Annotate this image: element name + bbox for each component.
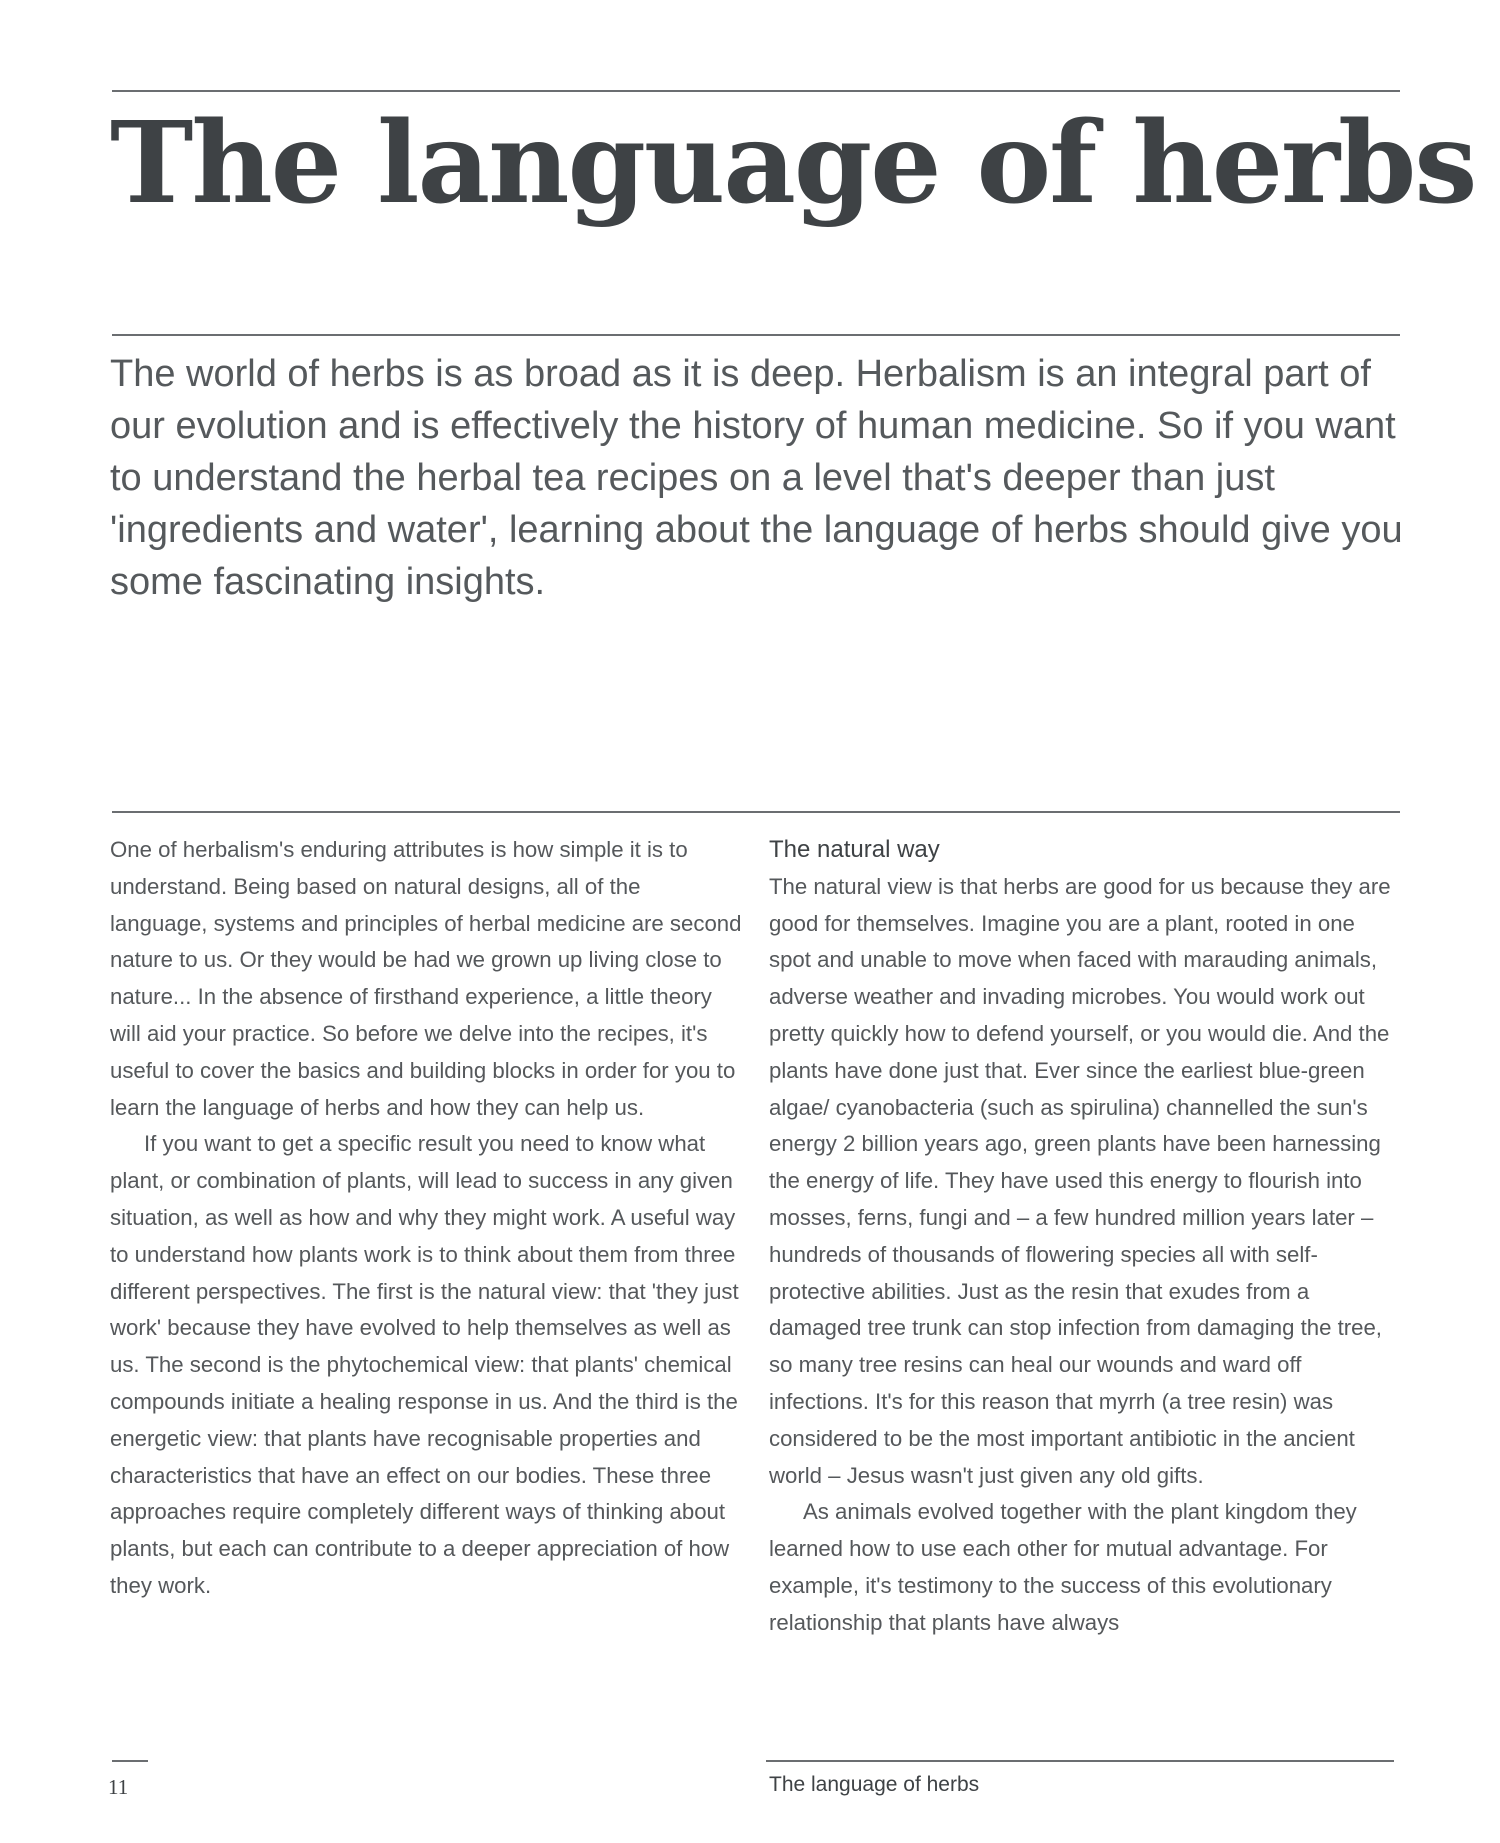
body-paragraph: One of herbalism's enduring attributes is how simple it is to understand. Being based on natural designs, all of the language, systems and principles of herbal medicine are second nature to us. Or they would be had we grown up living close to nature... In the absence of firsthand experience, a little theory will aid your practice. So before we delve into the recipes, it's useful to cover the basics and building blocks in order for you to learn the language of herbs and how they can help us. [110,837,742,1120]
footer-rule-left [112,1760,148,1762]
intro-rule [112,334,1400,336]
top-rule [112,90,1400,92]
intro-paragraph: The world of herbs is as broad as it is deep. Herbalism is an integral part of our evolution and is effectively the history of human medicine. So if you want to understand the herbal tea recipes on a level that's deeper than just 'ingredients and water', learning about the language of herbs should give you some fascinating insights. [110,353,1403,603]
body-rule [112,811,1400,813]
body-paragraph: The natural view is that herbs are good for us because they are good for themselves. Imagine you are a plant, rooted in one spot and unable to move when faced with marauding animals, adverse weather and invading microbes. You would work out pretty quickly how to defend yourself, or you would die. And the plants have done just that. Ever since the earliest blue-green algae/ cyanobacteria (such as spirulina) channelled the sun's energy 2 billion years ago, green plants have been harnessing the energy of life. They have used this energy to flourish into mosses, ferns, fungi and – a few hundred million years later – hundreds of thousands of flowering species all with self-protective abilities. Just as the resin that exudes from a damaged tree trunk can stop infection from damaging the tree, so many tree resins can heal our wounds and ward off infections. It's for this reason that myrrh (a tree resin) was considered to be the most important antibiotic in the ancient world – Jesus wasn't just given any old gifts. [769,873,1391,1488]
left-column [110,832,742,1605]
page-title: The language of herbs [110,98,1476,229]
running-title: The language of herbs [769,1773,980,1796]
footer-rule-right [766,1760,1394,1762]
section-heading: The natural way [769,836,940,863]
right-column [769,832,1401,1642]
page-number: 11 [108,1775,129,1799]
body-paragraph: If you want to get a specific result you need to know what plant, or combination of plants, will lead to success in any given situation, as well as how and why they might work. A useful way to understand how plants work is to think about them from three different perspectives. The first is the natural view: that 'they just work' because they have evolved to help themselves as well as us. The second is the phytochemical view: that plants' chemical compounds initiate a healing response in us. And the third is the energetic view: that plants have recognisable properties and characteristics that have an effect on our bodies. These three approaches require completely different ways of thinking about plants, but each can contribute to a deeper appreciation of how they work. [110,1131,739,1598]
body-paragraph: As animals evolved together with the plant kingdom they learned how to use each other for mutual advantage. For example, it's testimony to the success of this evolutionary relationship that plants have always [769,1499,1357,1635]
